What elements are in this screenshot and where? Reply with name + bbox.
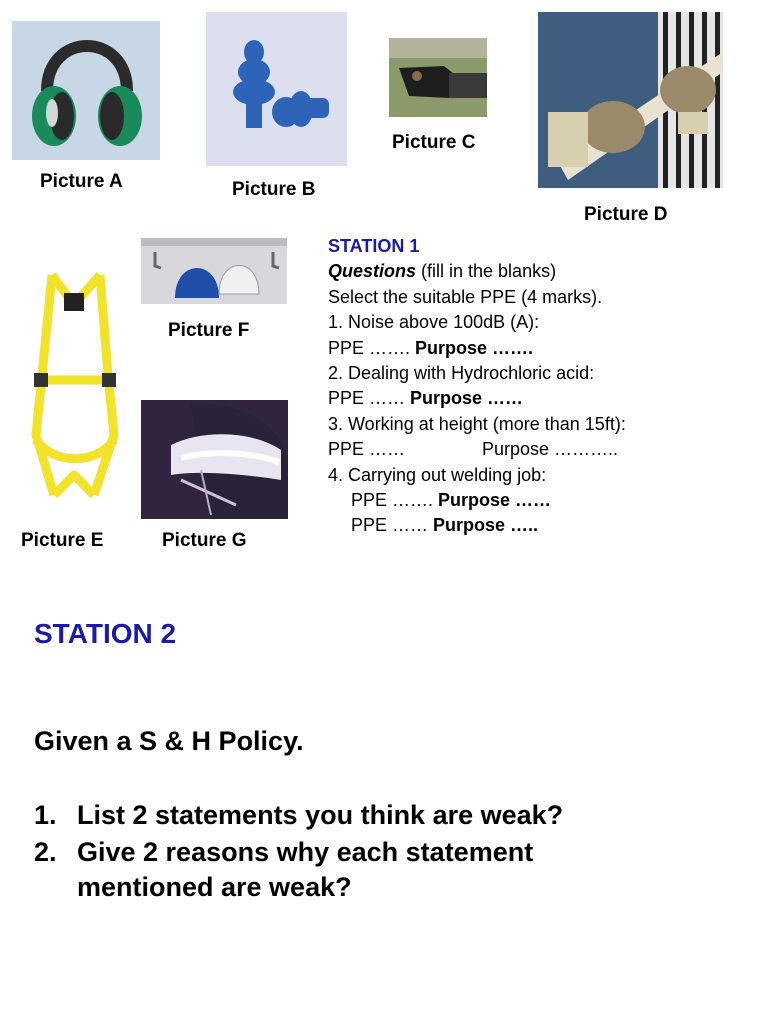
station1-q2-answer	[328, 386, 758, 411]
picture-d-gloves-image	[538, 12, 723, 188]
station2-item-text: List 2 statements you think are weak?	[77, 800, 564, 830]
q3-purpose-blank: Purpose ………..	[482, 439, 619, 460]
station1-q3-answer	[328, 437, 758, 462]
station1-q4: 4. Carrying out welding job:	[328, 464, 547, 485]
q2-purpose-blank: Purpose ……	[410, 388, 524, 409]
q4-ppe-blank-1: PPE …….	[351, 490, 439, 511]
picture-a-caption: Picture A	[40, 171, 123, 192]
station2-item-text: Give 2 reasons why each statement mentioned are weak?	[77, 837, 534, 902]
questions-note: (fill in the blanks)	[416, 261, 557, 282]
station1-instruction: Select the suitable PPE (4 marks).	[328, 286, 603, 307]
picture-g-welding-image	[141, 400, 288, 519]
station1-title: STATION 1	[328, 236, 420, 256]
picture-e-harness-image	[14, 265, 136, 510]
station1-q3: 3. Working at height (more than 15ft):	[328, 413, 626, 434]
station2-item-1	[34, 798, 674, 834]
picture-c-caption: Picture C	[392, 132, 476, 153]
station1-q1: 1. Noise above 100dB (A):	[328, 312, 540, 333]
station1-q1-answer	[328, 336, 758, 361]
q1-ppe-blank: PPE …….	[328, 337, 416, 358]
station2-policy: Given a S & H Policy.	[34, 726, 304, 756]
picture-c-glove-image	[389, 38, 487, 117]
questions-label: Questions	[328, 261, 417, 282]
station1-q4-answer-2	[328, 513, 758, 538]
station1-q4-answer-1	[328, 488, 758, 513]
station2-item-number: 1.	[34, 800, 57, 830]
picture-d-caption: Picture D	[584, 204, 668, 225]
q2-ppe-blank: PPE ……	[328, 388, 411, 409]
q4-purpose-blank-1: Purpose ……	[438, 490, 552, 511]
q3-ppe-blank: PPE ……	[328, 439, 406, 460]
picture-e-caption: Picture E	[21, 530, 104, 551]
q4-purpose-blank-2: Purpose …..	[433, 515, 539, 536]
picture-f-helmets-image	[141, 238, 287, 304]
picture-b-earplugs-image	[206, 12, 347, 166]
picture-b-caption: Picture B	[232, 179, 316, 200]
station2-item-number: 2.	[34, 837, 57, 867]
station2-title: STATION 2	[34, 618, 177, 649]
station1-q2: 2. Dealing with Hydrochloric acid:	[328, 363, 595, 384]
q1-purpose-blank: Purpose …….	[415, 337, 534, 358]
q4-ppe-blank-2: PPE ……	[351, 515, 434, 536]
picture-f-caption: Picture F	[168, 320, 250, 341]
picture-a-earmuffs-image	[12, 21, 160, 160]
station1-questions-line	[328, 259, 758, 284]
picture-g-caption: Picture G	[162, 530, 247, 551]
station2-item-2	[34, 835, 674, 907]
station1-block	[328, 234, 758, 539]
